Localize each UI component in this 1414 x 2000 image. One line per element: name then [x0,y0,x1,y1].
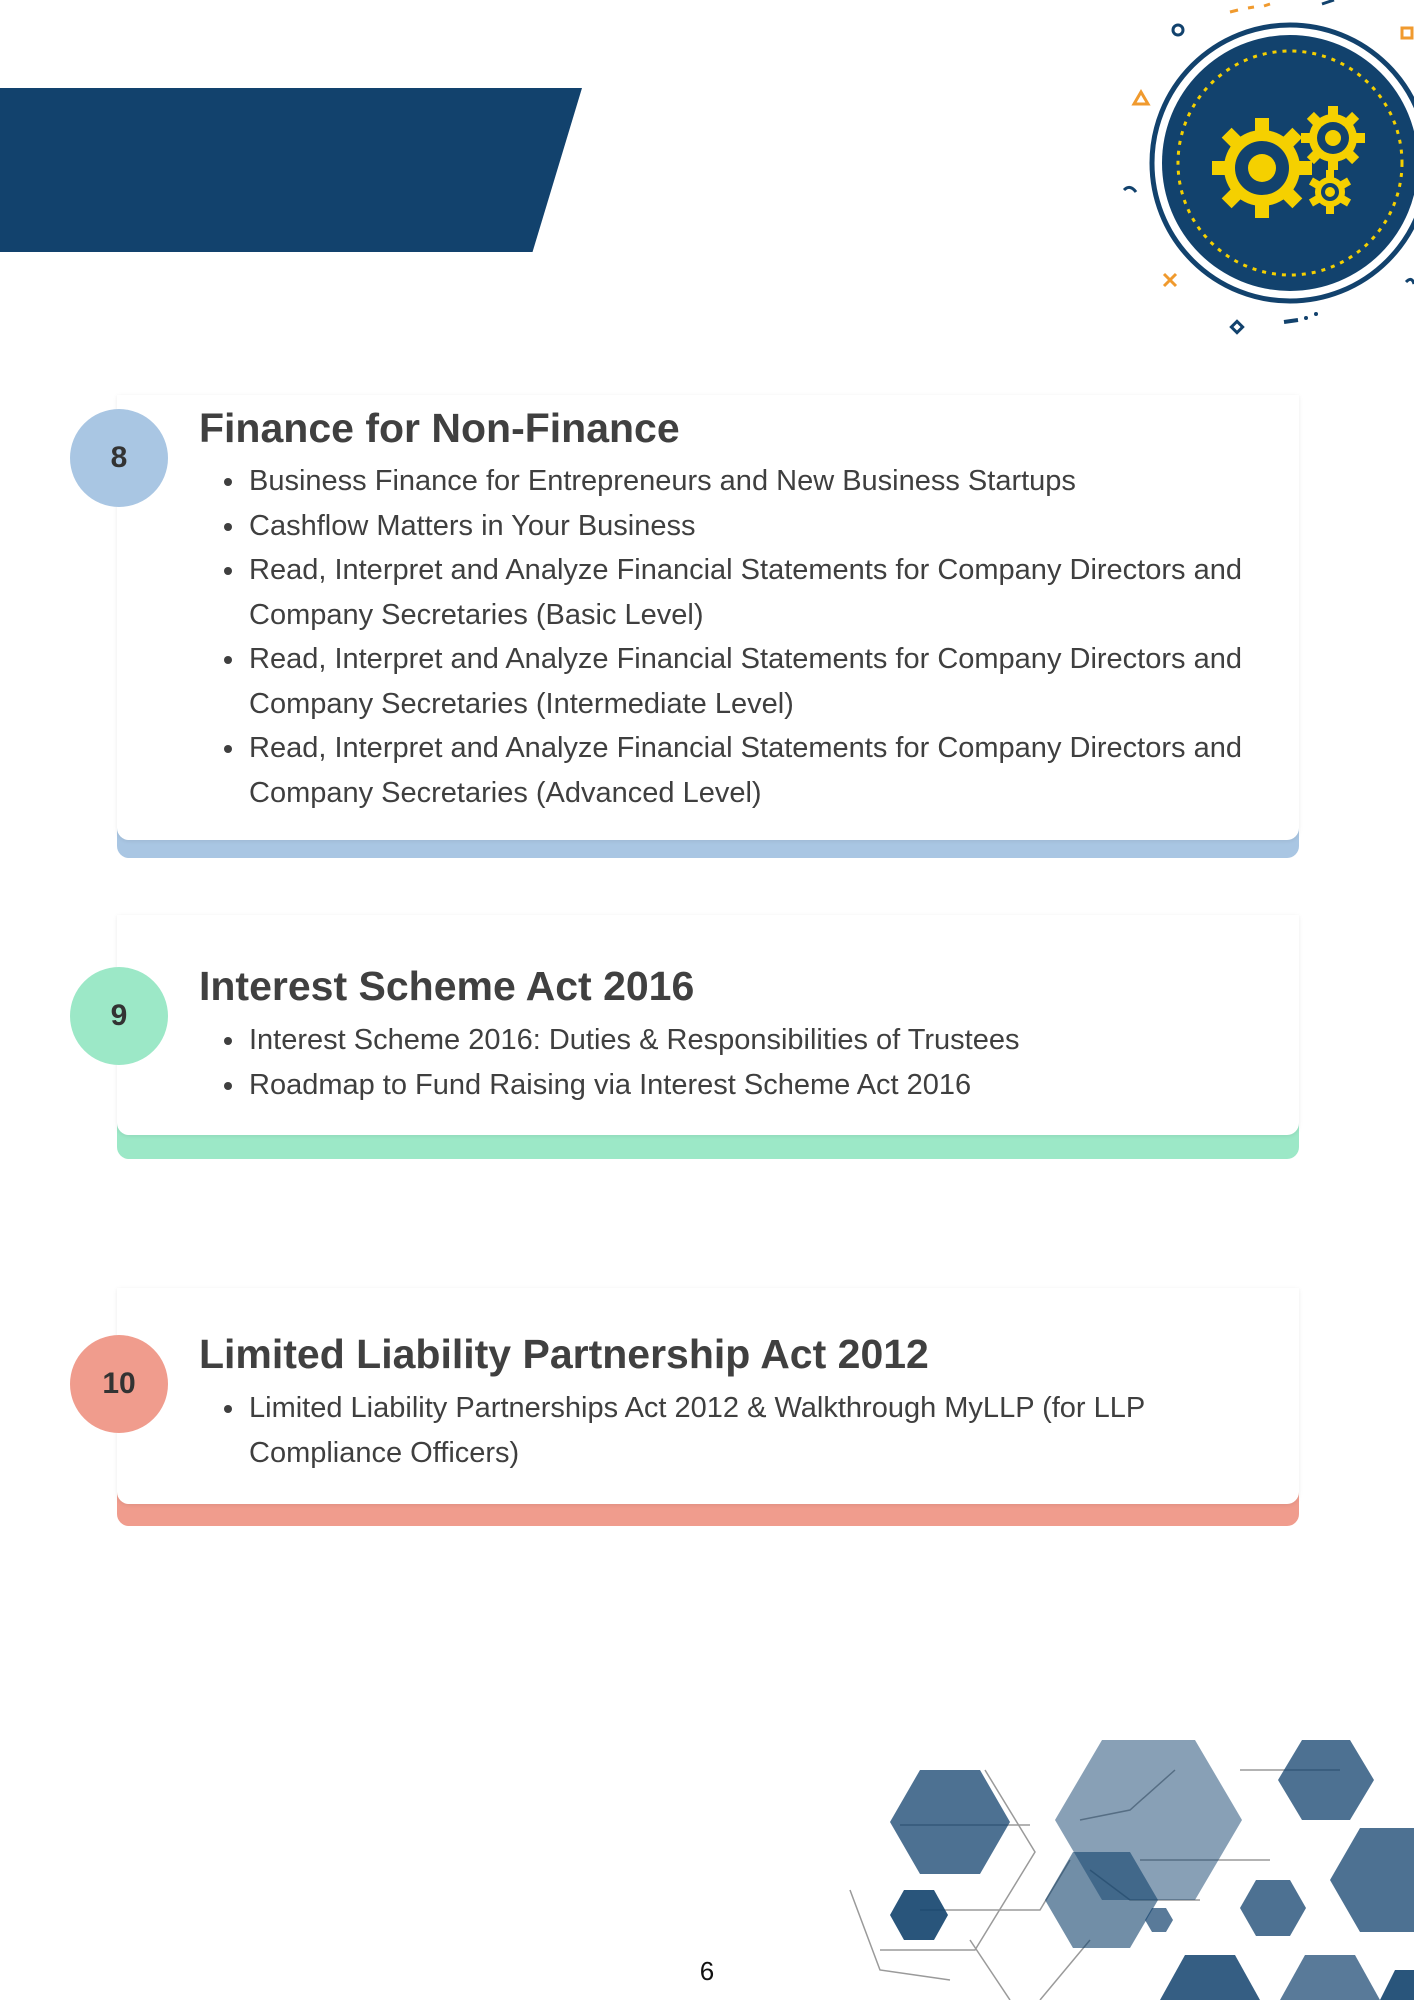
list-item: • Read, Interpret and Analyze Financial Statements for Company Directors and Company Secretaries (Advanced Level) [247,726,1267,815]
list-item: • Read, Interpret and Analyze Financial Statements for Company Directors and Company Secretaries (Intermediate Level) [247,637,1267,726]
section-title: Finance for Non-Finance [199,405,680,451]
section-number-badge: 10 [70,1335,168,1433]
list-item: • Cashflow Matters in Your Business [247,504,1267,549]
course-list [199,1386,1247,1475]
list-item: • Business Finance for Entrepreneurs and New Business Startups [247,459,1267,504]
course-list [199,1018,1267,1107]
section-title: Interest Scheme Act 2016 [199,963,695,1009]
list-item: • Interest Scheme 2016: Duties & Responsibilities of Trustees [247,1018,1267,1063]
gears-icon [1108,0,1414,345]
list-item: • Limited Liability Partnerships Act 2012 & Walkthrough MyLLP (for LLP Compliance Officers) [247,1386,1247,1475]
course-list [199,459,1267,815]
header-banner [0,88,582,252]
section-number-badge: 9 [70,967,168,1065]
section-title: Limited Liability Partnership Act 2012 [199,1331,929,1377]
section-number-badge: 8 [70,409,168,507]
page-number: 6 [699,1956,715,1986]
list-item: • Roadmap to Fund Raising via Interest Scheme Act 2016 [247,1063,1267,1108]
list-item: • Read, Interpret and Analyze Financial Statements for Company Directors and Company Secretaries (Basic Level) [247,548,1267,637]
